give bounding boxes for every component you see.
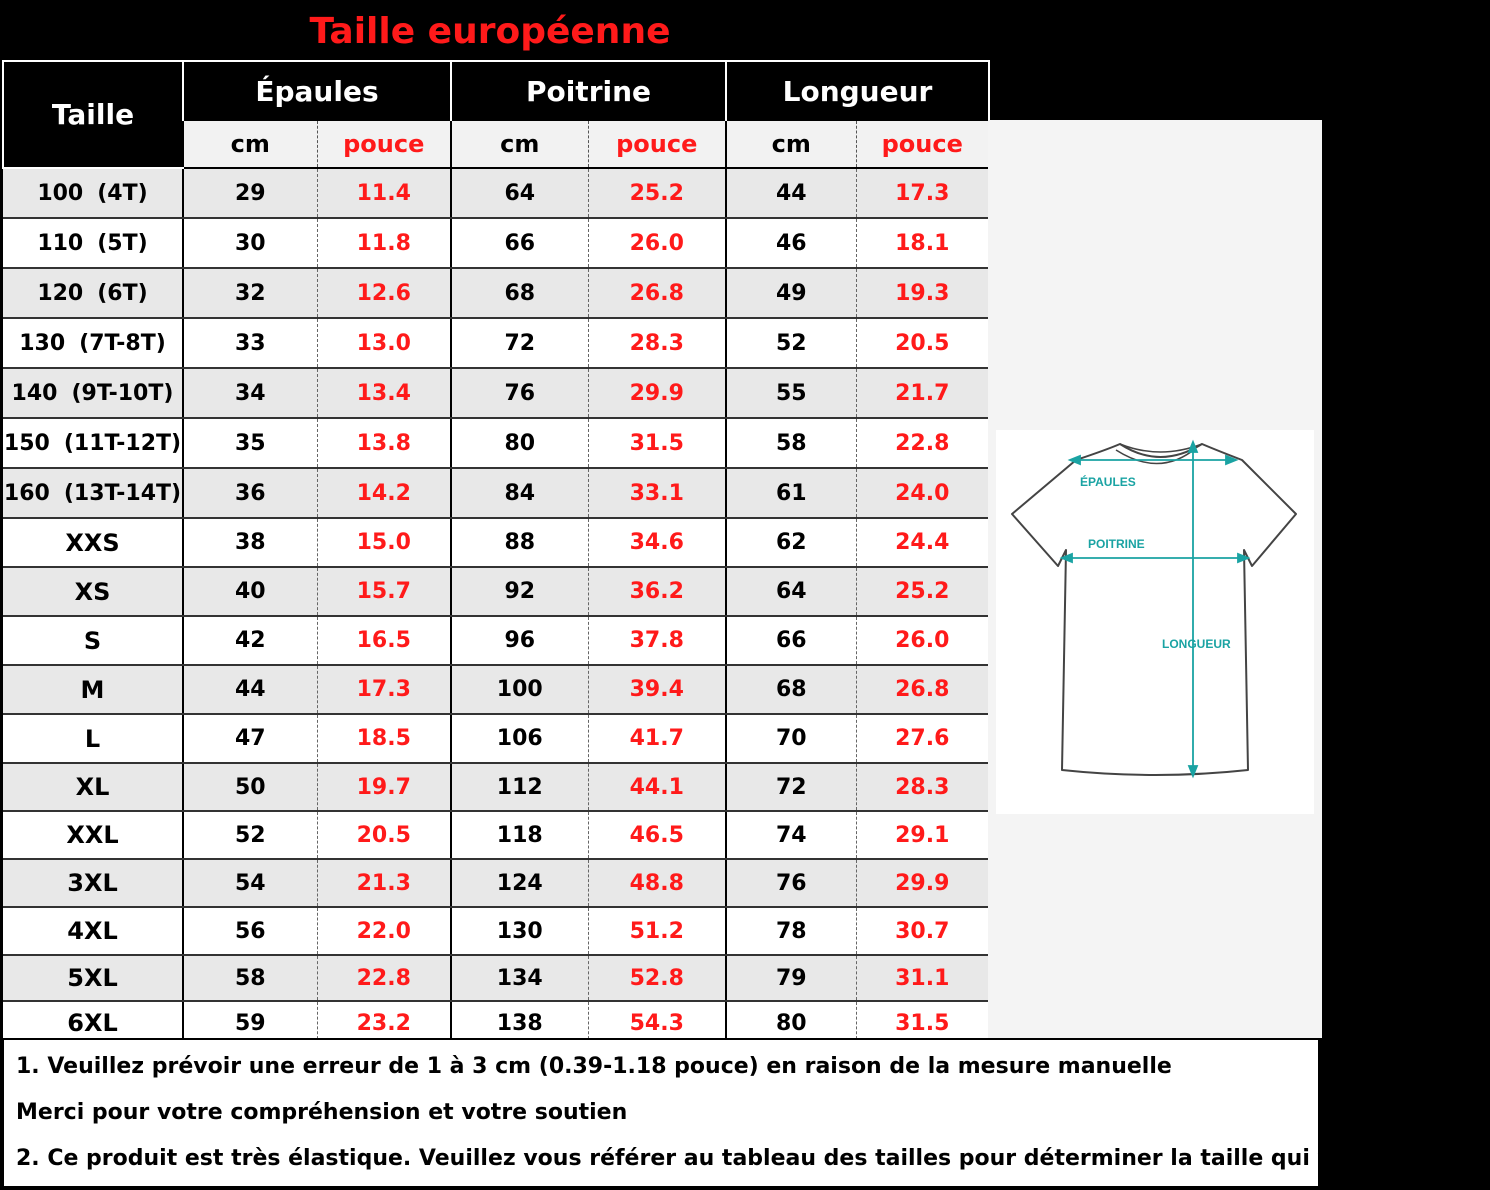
length-in-cell: 18.1: [856, 218, 989, 268]
length-cm-cell: 76: [726, 859, 856, 907]
chest-in-cell: 25.2: [588, 168, 726, 218]
shoulder-cm-cell: 36: [183, 468, 317, 518]
size-label: 150: [3, 430, 50, 456]
chest-in-cell: 39.4: [588, 665, 726, 714]
table-row: [3, 468, 989, 518]
chest-in-cell: 26.8: [588, 268, 726, 318]
chest-cm-cell: 92: [451, 567, 588, 616]
chest-cm-cell: 84: [451, 468, 588, 518]
size-cell: [3, 168, 183, 218]
chest-in-cell: 51.2: [588, 907, 726, 955]
shoulder-in-cell: 22.0: [317, 907, 451, 955]
length-in-cell: 26.8: [856, 665, 989, 714]
size-header: Taille: [3, 61, 183, 168]
unit-inch-header: pouce: [317, 121, 451, 168]
chest-cm-cell: 130: [451, 907, 588, 955]
length-in-cell: 19.3: [856, 268, 989, 318]
chest-cm-cell: 100: [451, 665, 588, 714]
chest-cm-cell: 64: [451, 168, 588, 218]
size-label: 130: [19, 330, 66, 356]
chest-cm-cell: 76: [451, 368, 588, 418]
length-cm-cell: 52: [726, 318, 856, 368]
size-label: 100: [37, 180, 84, 206]
chest-cm-cell: 68: [451, 268, 588, 318]
length-cm-cell: 70: [726, 714, 856, 763]
notes-box: [2, 1038, 1490, 1188]
chest-cm-cell: 106: [451, 714, 588, 763]
size-label: XL: [75, 773, 110, 801]
size-label: 160: [3, 480, 50, 506]
chest-in-cell: 29.9: [588, 368, 726, 418]
shoulder-in-cell: 20.5: [317, 811, 451, 859]
chest-in-cell: 26.0: [588, 218, 726, 268]
length-header: Longueur: [726, 61, 989, 121]
chest-in-cell: 37.8: [588, 616, 726, 665]
shoulder-in-cell: 18.5: [317, 714, 451, 763]
length-cm-cell: 72: [726, 763, 856, 811]
shoulder-cm-cell: 32: [183, 268, 317, 318]
age-label: (4T): [97, 180, 148, 206]
size-label: L: [84, 724, 101, 753]
unit-cm-header: cm: [183, 121, 317, 168]
length-in-cell: 20.5: [856, 318, 989, 368]
age-label: (11T-12T): [63, 430, 182, 456]
diagram-panel: [988, 120, 1322, 1038]
length-in-cell: 24.0: [856, 468, 989, 518]
chest-label: POITRINE: [1088, 537, 1145, 551]
length-in-cell: 27.6: [856, 714, 989, 763]
chest-cm-cell: 118: [451, 811, 588, 859]
shoulders-label: ÉPAULES: [1080, 475, 1136, 489]
length-cm-cell: 49: [726, 268, 856, 318]
shoulder-in-cell: 17.3: [317, 665, 451, 714]
size-label: 4XL: [67, 917, 118, 945]
size-cell: [3, 665, 183, 714]
table-row: [3, 907, 989, 955]
shoulder-cm-cell: 42: [183, 616, 317, 665]
table-row: [3, 168, 989, 218]
shoulder-cm-cell: 38: [183, 518, 317, 567]
chest-in-cell: 41.7: [588, 714, 726, 763]
size-cell: [3, 907, 183, 955]
chest-cm-cell: 124: [451, 859, 588, 907]
shoulder-in-cell: 16.5: [317, 616, 451, 665]
table-row: [3, 714, 989, 763]
chest-in-cell: 34.6: [588, 518, 726, 567]
chest-cm-cell: 134: [451, 955, 588, 1001]
note-line: 1. Veuillez prévoir une erreur de 1 à 3 cm (0.39-1.18 pouce) en raison de la mesure manuelle: [16, 1054, 1172, 1079]
shoulder-in-cell: 13.0: [317, 318, 451, 368]
shoulder-in-cell: 14.2: [317, 468, 451, 518]
table-row: [3, 665, 989, 714]
age-label: (6T): [97, 280, 148, 306]
length-in-cell: 31.5: [856, 1001, 989, 1045]
length-in-cell: 24.4: [856, 518, 989, 567]
length-cm-cell: 64: [726, 567, 856, 616]
length-cm-cell: 79: [726, 955, 856, 1001]
shoulder-cm-cell: 56: [183, 907, 317, 955]
size-cell: [3, 268, 183, 318]
size-cell: [3, 714, 183, 763]
length-in-cell: 21.7: [856, 368, 989, 418]
chest-cm-cell: 96: [451, 616, 588, 665]
chest-in-cell: 46.5: [588, 811, 726, 859]
chest-cm-cell: 72: [451, 318, 588, 368]
shoulder-in-cell: 12.6: [317, 268, 451, 318]
length-in-cell: 29.9: [856, 859, 989, 907]
length-in-cell: 28.3: [856, 763, 989, 811]
shoulder-in-cell: 23.2: [317, 1001, 451, 1045]
size-cell: [3, 567, 183, 616]
unit-cm-header: cm: [451, 121, 588, 168]
chest-in-cell: 52.8: [588, 955, 726, 1001]
shoulders-header: Épaules: [183, 61, 451, 121]
chest-in-cell: 54.3: [588, 1001, 726, 1045]
length-in-cell: 31.1: [856, 955, 989, 1001]
length-cm-cell: 61: [726, 468, 856, 518]
size-cell: [3, 616, 183, 665]
shoulder-cm-cell: 52: [183, 811, 317, 859]
length-cm-cell: 68: [726, 665, 856, 714]
size-label: 110: [37, 230, 84, 256]
table-row: [3, 955, 989, 1001]
size-cell: [3, 859, 183, 907]
unit-inch-header: pouce: [588, 121, 726, 168]
size-cell: [3, 418, 183, 468]
shoulder-cm-cell: 47: [183, 714, 317, 763]
size-cell: [3, 318, 183, 368]
size-label: M: [80, 675, 105, 704]
chart-title: Taille européenne: [309, 11, 671, 52]
shoulder-cm-cell: 44: [183, 665, 317, 714]
age-label: (9T-10T): [71, 380, 174, 406]
length-in-cell: 30.7: [856, 907, 989, 955]
shoulder-cm-cell: 59: [183, 1001, 317, 1045]
age-label: (7T-8T): [79, 330, 166, 356]
shoulder-cm-cell: 54: [183, 859, 317, 907]
table-row: [3, 811, 989, 859]
chest-cm-cell: 112: [451, 763, 588, 811]
size-label: XS: [74, 577, 111, 606]
length-in-cell: 17.3: [856, 168, 989, 218]
table-row: [3, 567, 989, 616]
note-line: Merci pour votre compréhension et votre soutien: [16, 1100, 628, 1125]
chest-in-cell: 33.1: [588, 468, 726, 518]
shoulder-in-cell: 19.7: [317, 763, 451, 811]
size-label: S: [83, 626, 102, 655]
shoulder-cm-cell: 40: [183, 567, 317, 616]
shoulder-in-cell: 11.8: [317, 218, 451, 268]
length-in-cell: 25.2: [856, 567, 989, 616]
table-row: [3, 318, 989, 368]
length-cm-cell: 78: [726, 907, 856, 955]
size-cell: [3, 218, 183, 268]
shoulder-cm-cell: 34: [183, 368, 317, 418]
length-cm-cell: 74: [726, 811, 856, 859]
size-label: 140: [11, 380, 58, 406]
size-cell: [3, 468, 183, 518]
size-cell: [3, 811, 183, 859]
table-row: [3, 268, 989, 318]
unit-cm-header: cm: [726, 121, 856, 168]
length-in-cell: 29.1: [856, 811, 989, 859]
chest-cm-cell: 88: [451, 518, 588, 567]
size-label: 120: [37, 280, 84, 306]
chest-header: Poitrine: [451, 61, 726, 121]
table-row: [3, 616, 989, 665]
length-in-cell: 22.8: [856, 418, 989, 468]
shoulder-in-cell: 15.0: [317, 518, 451, 567]
shoulder-in-cell: 11.4: [317, 168, 451, 218]
length-label: LONGUEUR: [1162, 637, 1231, 651]
note-line: 2. Ce produit est très élastique. Veuillez vous référer au tableau des tailles pour déterminer la taille qui vous convient: [16, 1146, 1490, 1171]
size-cell: [3, 368, 183, 418]
table-row: [3, 763, 989, 811]
chest-in-cell: 44.1: [588, 763, 726, 811]
table-row: [3, 368, 989, 418]
size-label: 3XL: [67, 869, 118, 897]
size-label: XXL: [66, 821, 119, 849]
length-cm-cell: 66: [726, 616, 856, 665]
chest-in-cell: 31.5: [588, 418, 726, 468]
chest-cm-cell: 138: [451, 1001, 588, 1045]
size-cell: [3, 518, 183, 567]
chest-in-cell: 28.3: [588, 318, 726, 368]
table-row: [3, 218, 989, 268]
chest-in-cell: 36.2: [588, 567, 726, 616]
shoulder-cm-cell: 58: [183, 955, 317, 1001]
length-in-cell: 26.0: [856, 616, 989, 665]
shoulder-in-cell: 13.8: [317, 418, 451, 468]
table-row: [3, 859, 989, 907]
chest-cm-cell: 80: [451, 418, 588, 468]
shoulder-in-cell: 21.3: [317, 859, 451, 907]
shoulder-cm-cell: 30: [183, 218, 317, 268]
age-label: (5T): [97, 230, 148, 256]
tshirt-diagram: [996, 430, 1314, 814]
table-row: [3, 518, 989, 567]
shoulder-in-cell: 13.4: [317, 368, 451, 418]
shoulder-cm-cell: 50: [183, 763, 317, 811]
shoulder-in-cell: 15.7: [317, 567, 451, 616]
size-cell: [3, 955, 183, 1001]
tshirt-icon: [996, 430, 1314, 814]
chest-cm-cell: 66: [451, 218, 588, 268]
shoulder-in-cell: 22.8: [317, 955, 451, 1001]
unit-inch-header: pouce: [856, 121, 989, 168]
shoulder-cm-cell: 33: [183, 318, 317, 368]
shoulder-cm-cell: 35: [183, 418, 317, 468]
size-label: XXS: [65, 528, 120, 557]
length-cm-cell: 55: [726, 368, 856, 418]
length-cm-cell: 80: [726, 1001, 856, 1045]
length-cm-cell: 62: [726, 518, 856, 567]
length-cm-cell: 58: [726, 418, 856, 468]
size-table: [2, 60, 990, 1046]
size-label: 6XL: [67, 1009, 118, 1037]
size-cell: [3, 763, 183, 811]
length-cm-cell: 46: [726, 218, 856, 268]
length-cm-cell: 44: [726, 168, 856, 218]
table-row: [3, 418, 989, 468]
shoulder-cm-cell: 29: [183, 168, 317, 218]
size-label: 5XL: [67, 964, 118, 992]
chest-in-cell: 48.8: [588, 859, 726, 907]
age-label: (13T-14T): [63, 480, 182, 506]
